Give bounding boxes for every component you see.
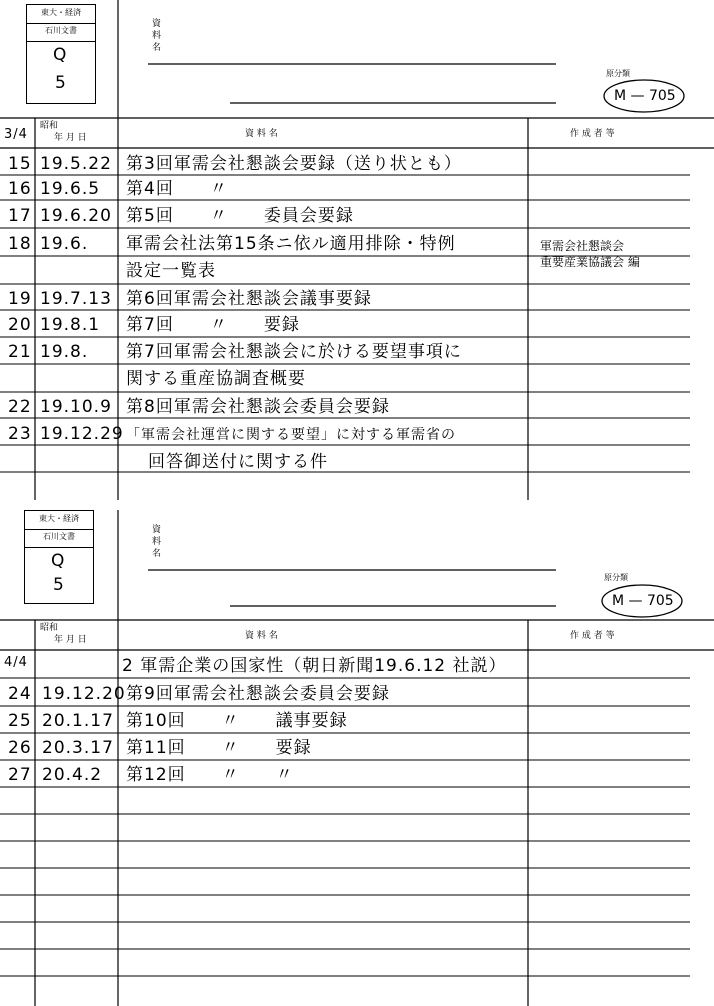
row-date: 19.5.22 xyxy=(40,154,112,174)
row-author: 軍需会社懇談会 xyxy=(540,239,625,253)
row-no: 22 xyxy=(8,397,32,417)
row-no: 17 xyxy=(8,206,32,226)
col-era: 昭和 xyxy=(40,121,59,131)
row-date: 20.1.17 xyxy=(42,711,114,731)
row-name: 第6回軍需会社懇談会議事要録 xyxy=(126,289,372,309)
row-date: 20.4.2 xyxy=(42,765,103,785)
row-date: 19.6. xyxy=(40,234,89,254)
row-date: 20.3.17 xyxy=(42,738,114,758)
code-label: 原分類 xyxy=(606,69,630,78)
stamp-line1: 東大・経済 xyxy=(25,515,93,530)
row-name: 第10回 〃 議事要録 xyxy=(126,711,348,731)
row-name: 軍需会社法第15条ニ依ル適用排除・特例 xyxy=(126,234,456,254)
row-date: 19.8.1 xyxy=(40,315,101,335)
row-date: 19.10.9 xyxy=(40,397,112,417)
row-no: 19 xyxy=(8,289,32,309)
row-no: 25 xyxy=(8,711,32,731)
row-name: 2 軍需企業の国家性（朝日新聞19.6.12 社説） xyxy=(122,656,507,676)
row-date: 19.7.13 xyxy=(40,289,112,309)
row-name: 第9回軍需会社懇談会委員会要録 xyxy=(126,684,390,704)
stamp-line2: 石川文書 xyxy=(27,27,95,42)
row-no: 26 xyxy=(8,738,32,758)
row-name: 第12回 〃 〃 xyxy=(126,765,294,785)
col-author: 作 成 者 等 xyxy=(570,129,615,139)
row-no: 21 xyxy=(8,342,32,362)
row-name: 関する重産協調査概要 xyxy=(126,369,306,389)
row-no: 23 xyxy=(8,424,32,444)
stamp-number: 5 xyxy=(53,575,65,595)
col-date: 年 月 日 xyxy=(54,635,87,645)
archive-stamp xyxy=(24,510,94,604)
row-name: 第7回 〃 要録 xyxy=(126,315,300,335)
col-author: 作 成 者 等 xyxy=(570,631,615,641)
row-name: 第4回 〃 xyxy=(126,179,228,199)
code-value: M — 705 xyxy=(612,593,674,609)
page-marker: 3/4 xyxy=(4,127,28,142)
row-no: 16 xyxy=(8,179,32,199)
row-no: 18 xyxy=(8,234,32,254)
row-no: 27 xyxy=(8,765,32,785)
row-author: 重要産業協議会 編 xyxy=(540,255,640,269)
col-date: 年 月 日 xyxy=(54,133,87,143)
row-name: 第5回 〃 委員会要録 xyxy=(126,206,354,226)
row-name: 「軍需会社運営に関する要望」に対する軍需省の xyxy=(126,427,456,443)
side-label: 資料名 xyxy=(152,19,162,53)
col-era: 昭和 xyxy=(40,623,59,633)
stamp-number: 5 xyxy=(55,73,67,93)
side-label: 資料名 xyxy=(152,525,162,559)
code-label: 原分類 xyxy=(604,573,628,582)
stamp-letter: Q xyxy=(51,551,66,571)
stamp-letter: Q xyxy=(53,45,68,65)
stamp-line2: 石川文書 xyxy=(25,533,93,548)
stamp-line1: 東大・経済 xyxy=(27,9,95,24)
row-date: 19.8. xyxy=(40,342,89,362)
row-no: 20 xyxy=(8,315,32,335)
row-no: 24 xyxy=(8,684,32,704)
row-name: 第7回軍需会社懇談会に於ける要望事項に xyxy=(126,342,462,362)
row-date: 19.6.5 xyxy=(40,179,101,199)
row-name: 第11回 〃 要録 xyxy=(126,738,312,758)
row-no: 15 xyxy=(8,154,32,174)
row-name: 設定一覧表 xyxy=(126,261,216,281)
row-name: 第8回軍需会社懇談会委員会要録 xyxy=(126,397,390,417)
row-name: 回答御送付に関する件 xyxy=(148,452,328,472)
row-name: 第3回軍需会社懇談会要録（送り状とも） xyxy=(126,154,462,174)
col-name: 資 料 名 xyxy=(245,631,278,641)
col-name: 資 料 名 xyxy=(245,129,278,139)
row-date: 19.6.20 xyxy=(40,206,112,226)
code-value: M — 705 xyxy=(614,88,676,104)
row-date: 19.12.20 xyxy=(42,684,126,704)
page-marker: 4/4 xyxy=(4,655,28,670)
row-date: 19.12.29 xyxy=(40,424,124,444)
archive-stamp xyxy=(26,4,96,104)
